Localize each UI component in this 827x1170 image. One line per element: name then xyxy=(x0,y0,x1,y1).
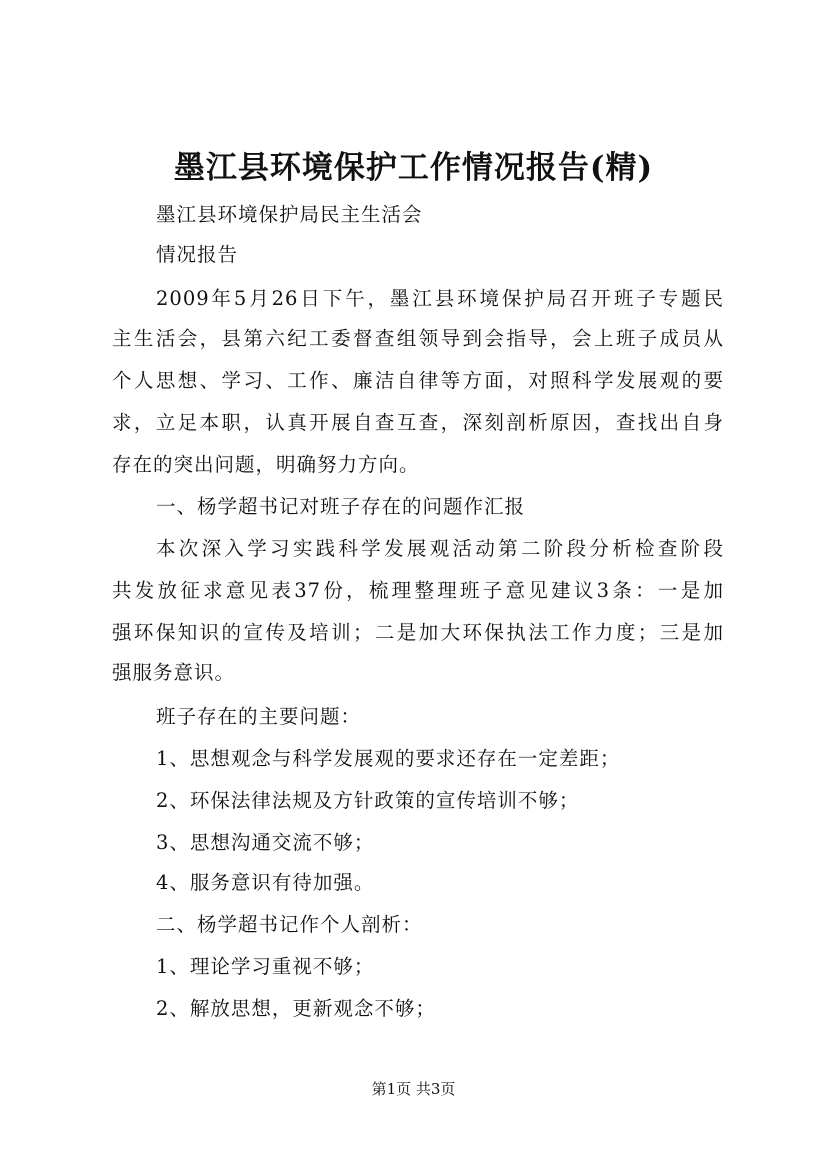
paragraph-2-line-3: 强环保知识的宣传及培训；二是加大环保执法工作力度；三是加 xyxy=(112,621,724,644)
subtitle-line-1: 墨江县环境保护局民主生活会 xyxy=(156,203,423,226)
paragraph-1-line-3: 个人思想、学习、工作、廉洁自律等方面，对照科学发展观的要 xyxy=(112,369,724,392)
paragraph-2-line-2: 共发放征求意见表37份，梳理整理班子意见建议3条：一是加 xyxy=(112,579,724,602)
paragraph-1-line-4: 求，立足本职，认真开展自查互查，深刻剖析原因，查找出自身 xyxy=(112,411,724,434)
paragraph-1-line-2: 主生活会，县第六纪工委督查组领导到会指导，会上班子成员从 xyxy=(112,327,724,350)
analysis-item-2: 2、解放思想，更新观念不够； xyxy=(156,997,436,1020)
page-footer: 第1页 共3页 xyxy=(371,1080,456,1098)
section-heading-1: 一、杨学超书记对班子存在的问题作汇报 xyxy=(156,495,526,518)
subtitle-line-2: 情况报告 xyxy=(156,243,239,266)
problem-item-3: 3、思想沟通交流不够； xyxy=(156,831,375,854)
problem-item-2: 2、环保法律法规及方针政策的宣传培训不够； xyxy=(156,789,580,812)
analysis-item-1: 1、理论学习重视不够； xyxy=(156,955,375,978)
problem-item-4: 4、服务意识有待加强。 xyxy=(156,871,375,894)
document-title: 墨江县环境保护工作情况报告(精) xyxy=(173,150,654,186)
paragraph-2-line-1: 本次深入学习实践科学发展观活动第二阶段分析检查阶段 xyxy=(156,537,724,560)
problems-heading: 班子存在的主要问题： xyxy=(156,705,362,728)
section-heading-2: 二、杨学超书记作个人剖析： xyxy=(156,913,423,936)
paragraph-1-line-5: 存在的突出问题，明确努力方向。 xyxy=(112,453,420,476)
problem-item-1: 1、思想观念与科学发展观的要求还存在一定差距； xyxy=(156,747,621,770)
paragraph-1-line-1: 2009年5月26日下午，墨江县环境保护局召开班子专题民 xyxy=(156,287,724,310)
paragraph-2-line-4: 强服务意识。 xyxy=(112,661,236,684)
